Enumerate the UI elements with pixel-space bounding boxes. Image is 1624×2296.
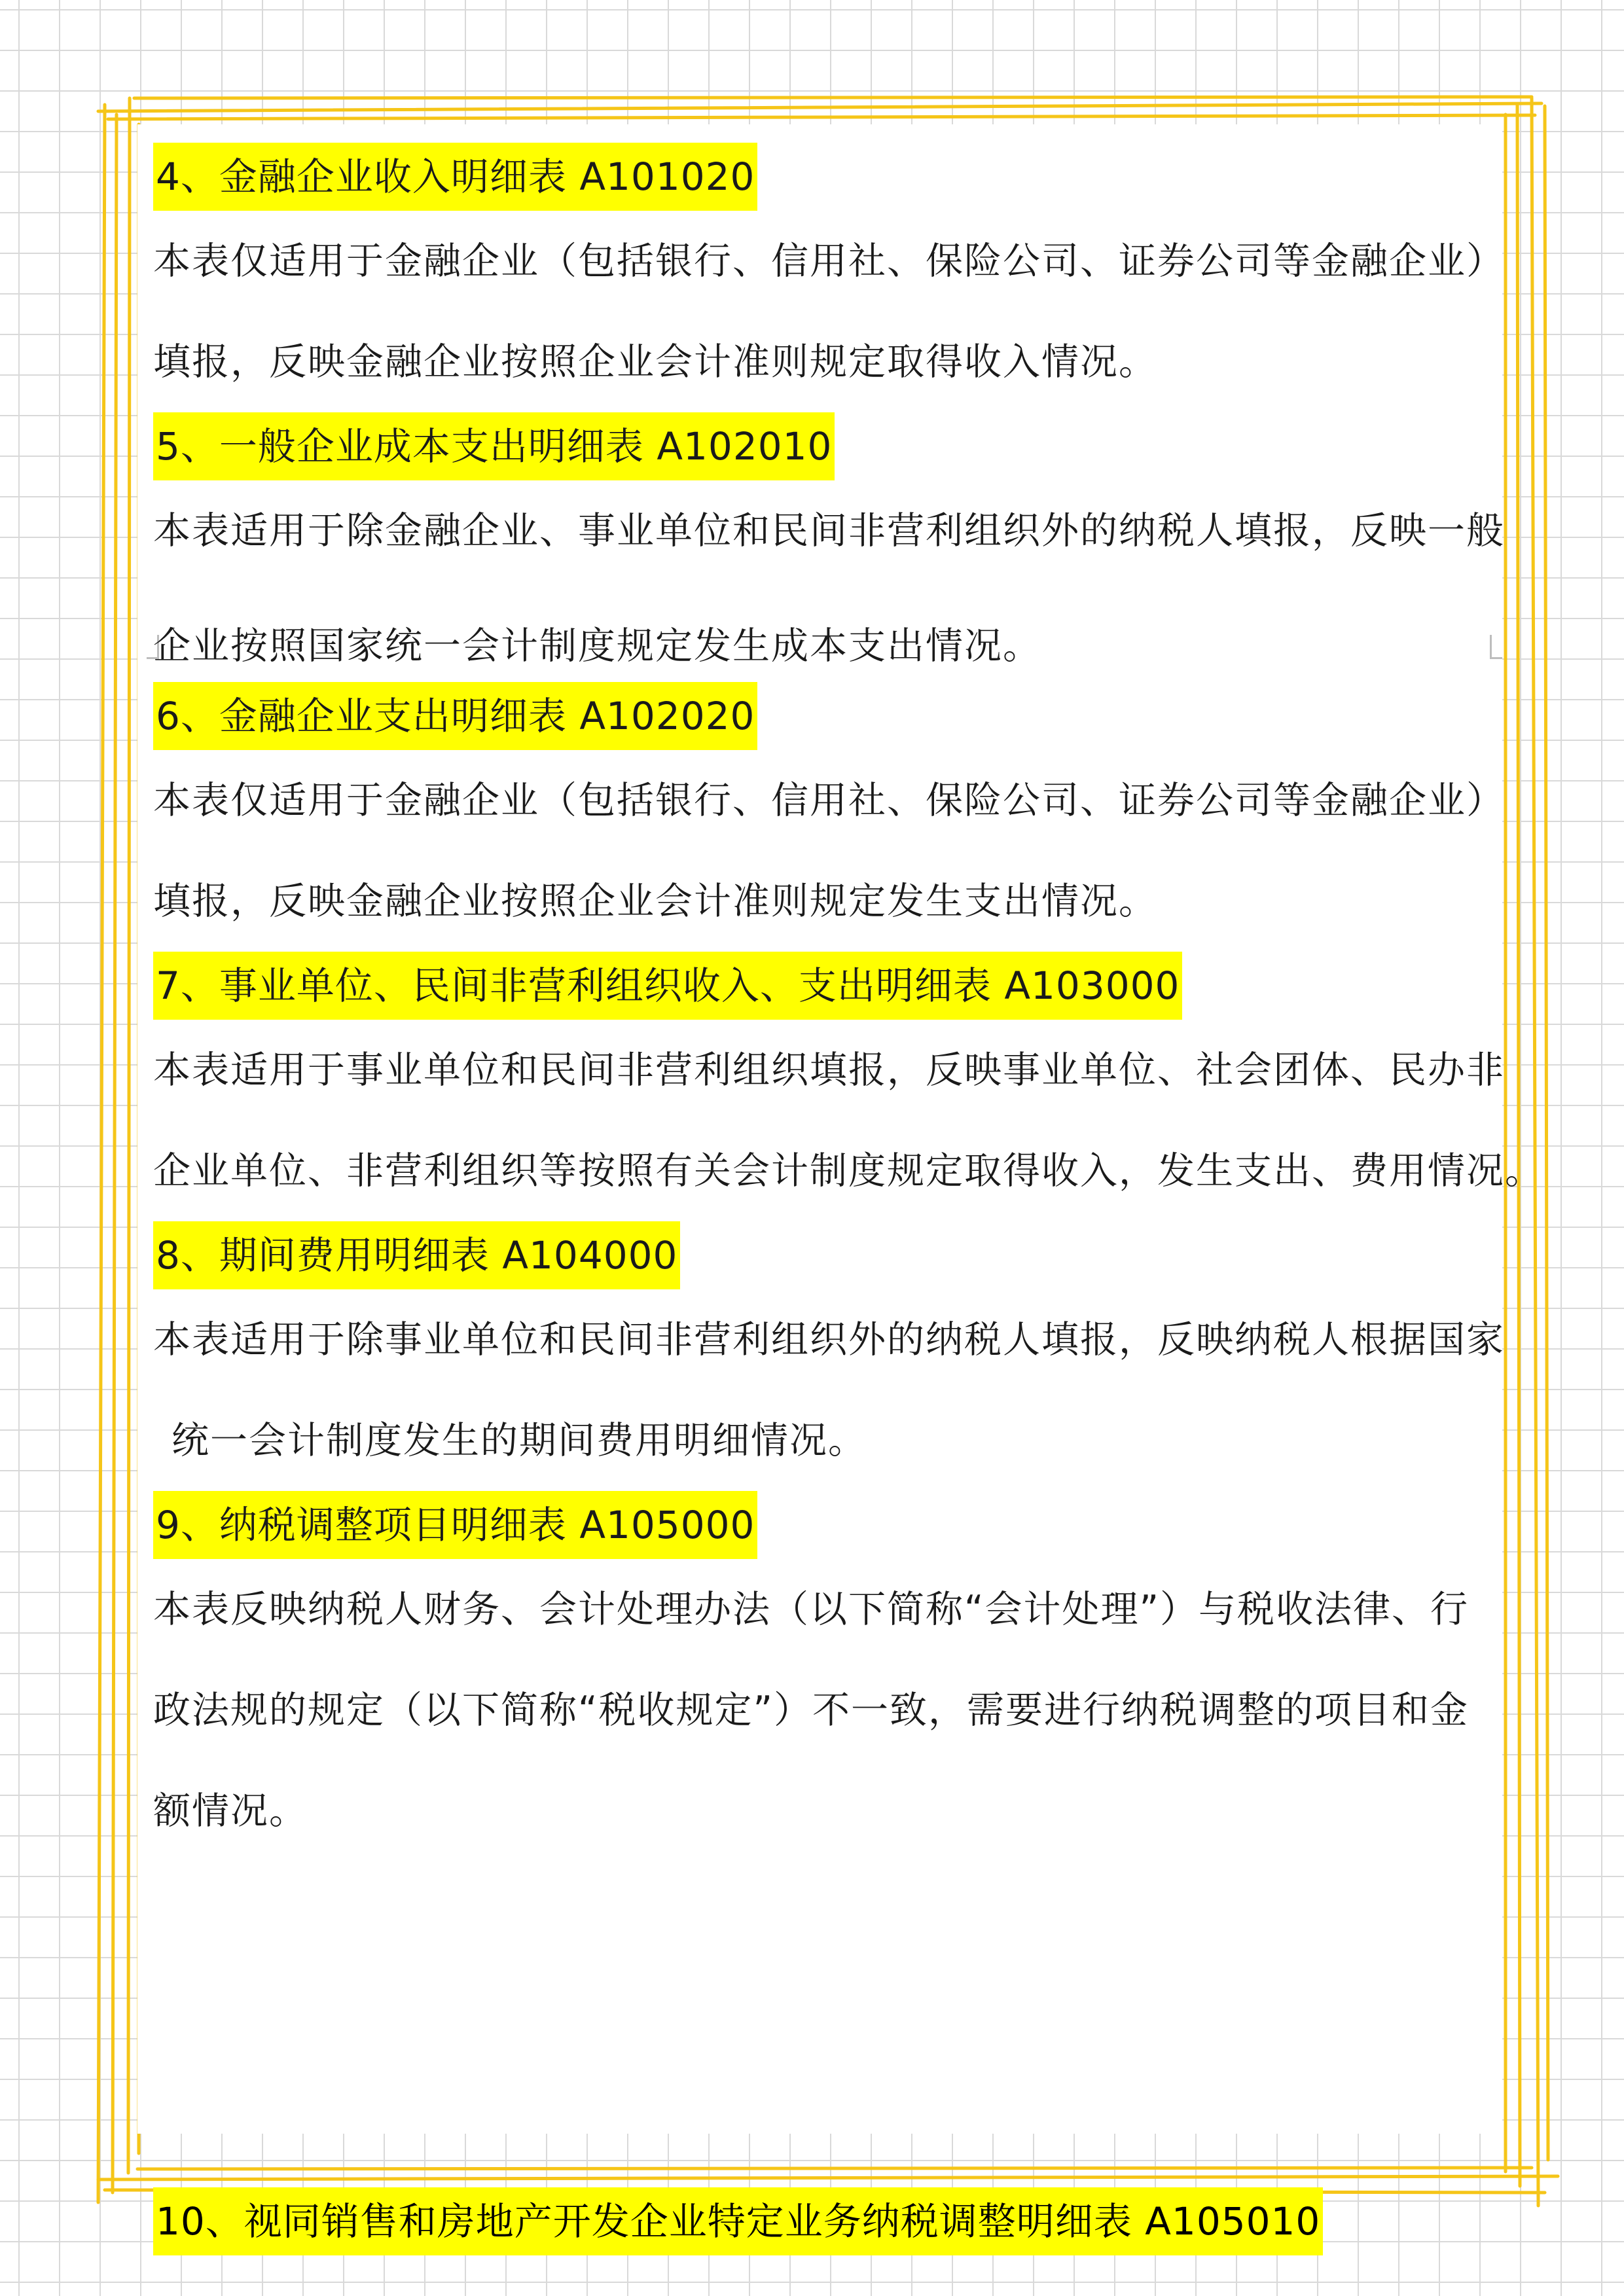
section-9 [153,1491,1502,1861]
section-10-cropped [153,2187,1323,2255]
document-content [153,143,1543,1861]
section-heading: 5、一般企业成本支出明细表 A102010 [153,412,835,480]
paragraph-line: 本表反映纳税人财务、会计处理办法（以下简称“会计处理”）与税收法律、行 [153,1588,1470,1631]
paragraph-line: 政法规的规定（以下简称“税收规定”）不一致，需要进行纳税调整的项目和金 [153,1689,1470,1732]
paragraph-line: 额情况。 [153,1789,308,1833]
section-heading: 10、视同销售和房地产开发企业特定业务纳税调整明细表 A105010 [153,2187,1323,2255]
section-7 [153,952,1543,1221]
paragraph-line: 企业单位、非营利组织等按照有关会计制度规定取得收入，发生支出、费用情况。 [153,1149,1543,1193]
paragraph-line: 企业按照国家统一会计制度规定发生成本支出情况。 [153,624,1041,668]
paragraph-line: 本表适用于事业单位和民间非营利组织填报，反映事业单位、社会团体、民办非 [153,1049,1505,1092]
paragraph-line: 统一会计制度发生的期间费用明细情况。 [171,1419,867,1462]
paragraph-line: 本表仅适用于金融企业（包括银行、信用社、保险公司、证券公司等金融企业） [153,779,1505,822]
paragraph-line: 填报，反映金融企业按照企业会计准则规定取得收入情况。 [153,340,1157,384]
section-4 [153,143,1505,412]
paragraph-line: 填报，反映金融企业按照企业会计准则规定发生支出情况。 [153,880,1157,923]
paragraph-line: 本表适用于除金融企业、事业单位和民间非营利组织外的纳税人填报，反映一般 [153,509,1505,552]
paragraph-line: 本表仅适用于金融企业（包括银行、信用社、保险公司、证券公司等金融企业） [153,240,1505,283]
section-heading: 9、纳税调整项目明细表 A105000 [153,1491,757,1559]
paragraph-line: 本表适用于除事业单位和民间非营利组织外的纳税人填报，反映纳税人根据国家 [153,1318,1505,1361]
document-page [137,124,1543,2244]
section-heading: 8、期间费用明细表 A104000 [153,1221,680,1289]
section-6 [153,682,1505,952]
section-heading: 4、金融企业收入明细表 A101020 [153,143,757,211]
section-heading: 7、事业单位、民间非营利组织收入、支出明细表 A103000 [153,952,1182,1020]
section-8 [153,1221,1505,1491]
section-5 [153,412,1505,682]
section-heading: 6、金融企业支出明细表 A102020 [153,682,757,750]
